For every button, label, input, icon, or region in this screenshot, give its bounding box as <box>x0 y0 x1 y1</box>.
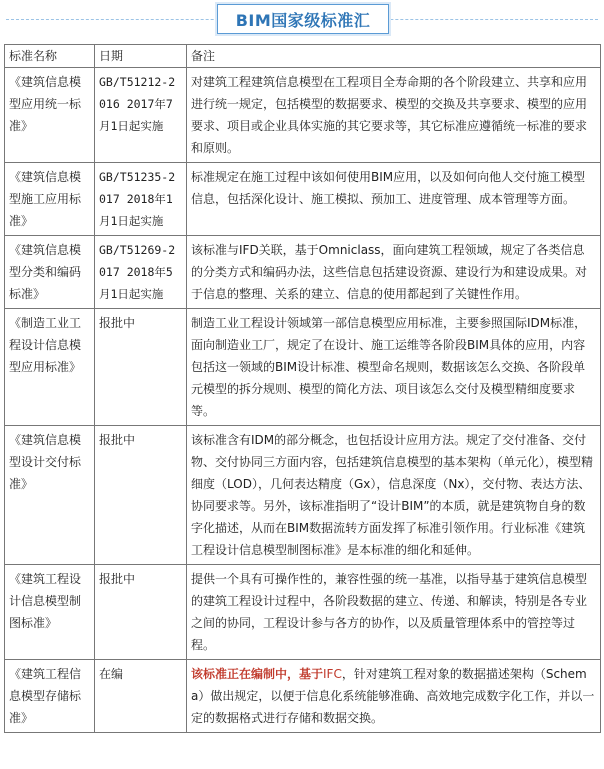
remark-highlight: 该标准正在编制中，基于 <box>191 667 324 681</box>
header-remark: 备注 <box>187 45 601 68</box>
standard-name: 《建筑信息模型施工应用标准》 <box>5 163 95 236</box>
header-name: 标准名称 <box>5 45 95 68</box>
standard-name: 《建筑工程信息模型存储标准》 <box>5 660 95 733</box>
standard-remark: 制造工业工程设计领域第一部信息模型应用标准，主要参照国际IDM标准，面向制造业工厂，规定了在设计、施工运维等各阶段BIM具体的应用，内容包括这一领域的BIM设计标准、模型命名规则，数据该怎么交换、各阶段单元模型的拆分规则、模型的简化方法、项目该怎么交付及模型精细度要求等。 <box>187 309 601 426</box>
standard-date: GB/T51235-2017 2018年1月1日起实施 <box>95 163 187 236</box>
standard-name: 《建筑信息模型应用统一标准》 <box>5 68 95 163</box>
standard-date: 报批中 <box>95 426 187 565</box>
standard-name: 《建筑工程设计信息模型制图标准》 <box>5 565 95 660</box>
table-row <box>5 163 601 236</box>
table-header-row <box>5 45 601 68</box>
standard-name: 《制造工业工程设计信息模型应用标准》 <box>5 309 95 426</box>
standard-date: GB/T51212-2016 2017年7月1日起实施 <box>95 68 187 163</box>
standard-remark: 标准规定在施工过程中该如何使用BIM应用，以及如何向他人交付施工模型信息，包括深化设计、施工模拟、预加工、进度管理、成本管理等方面。 <box>187 163 601 236</box>
standard-date: GB/T51269-2017 2018年5月1日起实施 <box>95 236 187 309</box>
standard-remark: 对建筑工程建筑信息模型在工程项目全寿命期的各个阶段建立、共享和应用进行统一规定，包括模型的数据要求、模型的交换及共享要求、模型的应用要求、项目或企业具体实施的其它要求等，其它标准应遵循统一标准的要求和原则。 <box>187 68 601 163</box>
title-bar <box>0 0 604 38</box>
table-row <box>5 565 601 660</box>
table-row <box>5 68 601 163</box>
standards-table <box>4 44 601 733</box>
standard-name: 《建筑信息模型设计交付标准》 <box>5 426 95 565</box>
standard-remark: 提供一个具有可操作性的，兼容性强的统一基准，以指导基于建筑信息模型的建筑工程设计过程中，各阶段数据的建立、传递、和解读，特别是各专业之间的协同，工程设计参与各方的协作，以及质量管理体系中的管控等过程。 <box>187 565 601 660</box>
standard-date: 报批中 <box>95 565 187 660</box>
standard-date: 在编 <box>95 660 187 733</box>
table-row <box>5 426 601 565</box>
table-row <box>5 309 601 426</box>
standard-remark-cell <box>187 660 601 733</box>
standard-remark: ，针对建筑工程对象的数据描述架构（Schema）做出规定，以便于信息化系统能够准确、高效地完成数字化工作，并以一定的数据格式进行存储和数据交换。 <box>191 667 595 725</box>
standard-date: 报批中 <box>95 309 187 426</box>
standard-name: 《建筑信息模型分类和编码标准》 <box>5 236 95 309</box>
table-row <box>5 236 601 309</box>
page-title: BIM国家级标准汇 <box>217 4 389 34</box>
header-date: 日期 <box>95 45 187 68</box>
remark-highlight-ifc: IFC <box>323 667 342 681</box>
table-row <box>5 660 601 733</box>
standard-remark: 该标准与IFD关联，基于Omniclass，面向建筑工程领域，规定了各类信息的分类方式和编码办法，这些信息包括建设资源、建设行为和建设成果。对于信息的整理、关系的建立、信息的使用都起到了关键性作用。 <box>187 236 601 309</box>
standard-remark: 该标准含有IDM的部分概念，也包括设计应用方法。规定了交付准备、交付物、交付协同三方面内容，包括建筑信息模型的基本架构（单元化），模型精细度（LOD），几何表达精度（Gx），信息深度（Nx），交付物、表达方法、协同要求等。另外，该标准指明了“设计BIM”的本质，就是建筑物自身的数字化描述，从而在BIM数据流转方面发挥了标准引领作用。行业标准《建筑工程设计信息模型制图标准》是本标准的细化和延伸。 <box>187 426 601 565</box>
